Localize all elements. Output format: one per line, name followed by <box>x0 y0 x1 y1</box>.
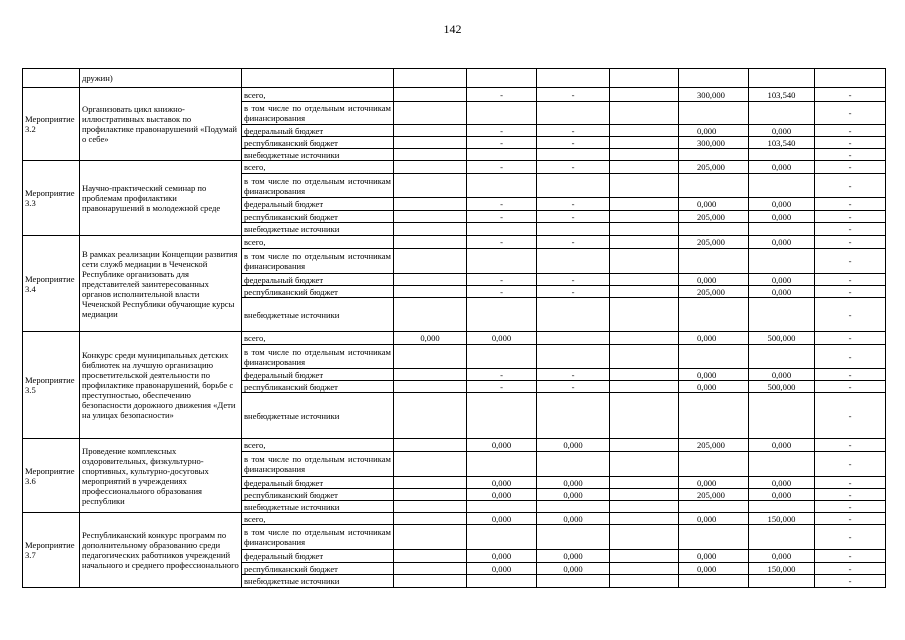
value-cell: - <box>815 88 886 102</box>
value-cell: - <box>815 550 886 563</box>
value-cell <box>749 223 815 236</box>
value-cell: 0,000 <box>537 489 610 501</box>
page-number: 142 <box>443 22 462 36</box>
value-cell: - <box>815 286 886 298</box>
value-cell <box>610 149 679 161</box>
value-cell <box>679 298 749 332</box>
funding-source: федеральный бюджет <box>242 477 394 489</box>
value-cell <box>467 575 537 588</box>
value-cell <box>749 393 815 439</box>
value-cell <box>610 345 679 369</box>
value-cell: 0,000 <box>467 563 537 575</box>
value-cell: - <box>537 286 610 298</box>
value-cell <box>394 274 467 286</box>
value-cell <box>610 161 679 174</box>
carry-over-text: дружин) <box>80 69 242 88</box>
value-cell <box>749 345 815 369</box>
value-cell <box>749 525 815 550</box>
funding-source: всего, <box>242 236 394 249</box>
value-cell <box>679 345 749 369</box>
value-cell <box>394 381 467 393</box>
measure-name: Проведение комплексных оздоровительных, физкультурно-спортивных, культурно-досуговых мероприятий в учреждениях профессионального образования республики <box>80 439 242 513</box>
value-cell: - <box>815 563 886 575</box>
value-cell: 300,000 <box>679 88 749 102</box>
funding-source: республиканский бюджет <box>242 211 394 223</box>
value-cell <box>749 174 815 198</box>
value-cell <box>394 513 467 525</box>
value-cell: 0,000 <box>679 274 749 286</box>
value-cell: - <box>815 477 886 489</box>
value-cell: - <box>537 125 610 137</box>
value-cell: - <box>467 286 537 298</box>
funding-source: внебюджетные источники <box>242 393 394 439</box>
value-cell <box>394 550 467 563</box>
value-cell <box>394 102 467 125</box>
value-cell <box>679 223 749 236</box>
value-cell: - <box>815 345 886 369</box>
value-cell <box>610 298 679 332</box>
value-cell: - <box>815 369 886 381</box>
measure-number: Мероприятие 3.4 <box>23 236 80 332</box>
value-cell <box>394 298 467 332</box>
value-cell <box>467 149 537 161</box>
value-cell <box>610 439 679 452</box>
funding-source: в том числе по отдельным источникам финансирования <box>242 249 394 274</box>
funding-source: федеральный бюджет <box>242 198 394 211</box>
funding-source: республиканский бюджет <box>242 286 394 298</box>
value-cell <box>610 88 679 102</box>
value-cell <box>679 525 749 550</box>
measure-number: Мероприятие 3.5 <box>23 332 80 439</box>
value-cell: 0,000 <box>537 513 610 525</box>
value-cell: - <box>467 236 537 249</box>
value-cell: 205,000 <box>679 439 749 452</box>
value-cell: - <box>815 149 886 161</box>
value-cell: - <box>815 236 886 249</box>
funding-source: всего, <box>242 332 394 345</box>
value-cell: 205,000 <box>679 286 749 298</box>
value-cell <box>679 393 749 439</box>
funding-source: всего, <box>242 439 394 452</box>
value-cell: 0,000 <box>679 332 749 345</box>
value-cell <box>537 149 610 161</box>
value-cell <box>610 137 679 149</box>
value-cell: 500,000 <box>749 332 815 345</box>
value-cell: 0,000 <box>679 381 749 393</box>
value-cell <box>610 513 679 525</box>
funding-source: республиканский бюджет <box>242 489 394 501</box>
value-cell <box>610 477 679 489</box>
value-cell: 0,000 <box>537 477 610 489</box>
value-cell: - <box>537 211 610 223</box>
value-cell: - <box>537 381 610 393</box>
value-cell: 0,000 <box>537 439 610 452</box>
value-cell <box>537 525 610 550</box>
value-cell: - <box>815 393 886 439</box>
value-cell: 300,000 <box>679 137 749 149</box>
measure-number: Мероприятие 3.6 <box>23 439 80 513</box>
value-cell <box>679 102 749 125</box>
value-cell <box>610 236 679 249</box>
value-cell: - <box>815 575 886 588</box>
value-cell: 0,000 <box>467 489 537 501</box>
value-cell <box>610 501 679 513</box>
value-cell <box>537 345 610 369</box>
value-cell <box>749 249 815 274</box>
table-row <box>23 439 886 452</box>
value-cell <box>394 125 467 137</box>
value-cell <box>394 137 467 149</box>
measure-name: Научно-практический семинар по проблемам профилактики правонарушений в молодежной среде <box>80 161 242 236</box>
value-cell: - <box>467 198 537 211</box>
value-cell <box>394 286 467 298</box>
value-cell: 0,000 <box>749 550 815 563</box>
value-cell: 0,000 <box>749 489 815 501</box>
value-cell <box>537 249 610 274</box>
funding-source: внебюджетные источники <box>242 501 394 513</box>
value-cell <box>679 575 749 588</box>
value-cell: 103,540 <box>749 88 815 102</box>
value-cell <box>394 236 467 249</box>
value-cell: - <box>815 513 886 525</box>
value-cell <box>394 563 467 575</box>
funding-source: в том числе по отдельным источникам финансирования <box>242 102 394 125</box>
value-cell: - <box>815 102 886 125</box>
value-cell: - <box>467 381 537 393</box>
funding-source: республиканский бюджет <box>242 381 394 393</box>
funding-source: федеральный бюджет <box>242 274 394 286</box>
measure-number: Мероприятие 3.7 <box>23 513 80 588</box>
value-cell: - <box>537 88 610 102</box>
value-cell: - <box>815 439 886 452</box>
funding-source: федеральный бюджет <box>242 369 394 381</box>
value-cell <box>610 274 679 286</box>
value-cell <box>467 249 537 274</box>
value-cell: - <box>537 137 610 149</box>
value-cell: 0,000 <box>537 550 610 563</box>
value-cell: - <box>467 137 537 149</box>
funding-source: республиканский бюджет <box>242 137 394 149</box>
value-cell: 103,540 <box>749 137 815 149</box>
value-cell: - <box>815 249 886 274</box>
funding-source: внебюджетные источники <box>242 575 394 588</box>
value-cell <box>610 369 679 381</box>
value-cell <box>610 489 679 501</box>
value-cell: 0,000 <box>749 274 815 286</box>
value-cell: - <box>815 452 886 477</box>
table-row <box>23 332 886 345</box>
value-cell: - <box>815 174 886 198</box>
value-cell: - <box>815 298 886 332</box>
funding-source: в том числе по отдельным источникам финансирования <box>242 452 394 477</box>
value-cell: 0,000 <box>679 477 749 489</box>
value-cell <box>749 575 815 588</box>
value-cell <box>537 102 610 125</box>
value-cell <box>610 223 679 236</box>
value-cell: 0,000 <box>749 211 815 223</box>
value-cell: 0,000 <box>467 513 537 525</box>
funding-source: в том числе по отдельным источникам финансирования <box>242 174 394 198</box>
measure-number: Мероприятие 3.3 <box>23 161 80 236</box>
value-cell <box>749 452 815 477</box>
value-cell <box>610 381 679 393</box>
value-cell <box>394 501 467 513</box>
value-cell: 0,000 <box>394 332 467 345</box>
funding-source: всего, <box>242 513 394 525</box>
value-cell <box>679 174 749 198</box>
value-cell <box>394 393 467 439</box>
value-cell <box>610 102 679 125</box>
value-cell: 205,000 <box>679 489 749 501</box>
value-cell <box>394 211 467 223</box>
value-cell <box>467 501 537 513</box>
value-cell <box>394 369 467 381</box>
value-cell <box>610 125 679 137</box>
funding-source: в том числе по отдельным источникам финансирования <box>242 525 394 550</box>
value-cell <box>394 439 467 452</box>
funding-source: внебюджетные источники <box>242 298 394 332</box>
value-cell <box>610 550 679 563</box>
value-cell: - <box>815 198 886 211</box>
value-cell: 0,000 <box>467 332 537 345</box>
value-cell: 150,000 <box>749 563 815 575</box>
value-cell <box>679 149 749 161</box>
measure-number: Мероприятие 3.2 <box>23 88 80 161</box>
value-cell <box>394 452 467 477</box>
value-cell: - <box>467 274 537 286</box>
value-cell: - <box>537 369 610 381</box>
value-cell <box>394 88 467 102</box>
value-cell <box>679 452 749 477</box>
value-cell: 0,000 <box>537 563 610 575</box>
table-row <box>23 88 886 102</box>
value-cell <box>394 174 467 198</box>
value-cell: 0,000 <box>679 513 749 525</box>
value-cell <box>610 575 679 588</box>
table-row <box>23 161 886 174</box>
value-cell <box>610 452 679 477</box>
value-cell: - <box>815 125 886 137</box>
value-cell <box>394 525 467 550</box>
value-cell <box>610 393 679 439</box>
value-cell <box>467 345 537 369</box>
value-cell <box>467 174 537 198</box>
value-cell: - <box>537 198 610 211</box>
value-cell: - <box>467 211 537 223</box>
value-cell: - <box>467 125 537 137</box>
value-cell: - <box>815 489 886 501</box>
value-cell <box>467 452 537 477</box>
value-cell: 0,000 <box>749 286 815 298</box>
value-cell <box>394 489 467 501</box>
value-cell: - <box>467 161 537 174</box>
value-cell: 205,000 <box>679 236 749 249</box>
value-cell <box>610 198 679 211</box>
value-cell <box>610 525 679 550</box>
value-cell <box>467 525 537 550</box>
funding-source: всего, <box>242 161 394 174</box>
value-cell <box>537 393 610 439</box>
measure-name: В рамках реализации Концепции развития сети служб медиации в Чеченской Республике организовать для представителей заинтересованных органов исполнительной власти Чеченской Республики обучающие курсы медиации <box>80 236 242 332</box>
value-cell <box>394 477 467 489</box>
value-cell: - <box>537 274 610 286</box>
value-cell: 0,000 <box>749 369 815 381</box>
value-cell: - <box>815 223 886 236</box>
value-cell: 150,000 <box>749 513 815 525</box>
value-cell: - <box>467 88 537 102</box>
funding-source: всего, <box>242 88 394 102</box>
value-cell: 0,000 <box>679 550 749 563</box>
value-cell <box>610 211 679 223</box>
value-cell <box>394 575 467 588</box>
value-cell: 500,000 <box>749 381 815 393</box>
budget-table <box>22 68 886 588</box>
value-cell <box>537 223 610 236</box>
value-cell <box>467 223 537 236</box>
value-cell <box>610 174 679 198</box>
value-cell <box>394 223 467 236</box>
value-cell <box>467 298 537 332</box>
value-cell: 0,000 <box>749 236 815 249</box>
value-cell: 0,000 <box>749 477 815 489</box>
value-cell <box>749 298 815 332</box>
value-cell <box>537 332 610 345</box>
carry-over-row <box>23 69 886 88</box>
measure-name: Организовать цикл книжно-иллюстративных выставок по профилактике правонарушений «Подумай о себе» <box>80 88 242 161</box>
value-cell: 0,000 <box>679 198 749 211</box>
funding-source: внебюджетные источники <box>242 149 394 161</box>
value-cell: 0,000 <box>679 125 749 137</box>
value-cell: 0,000 <box>679 563 749 575</box>
value-cell: - <box>815 274 886 286</box>
value-cell: - <box>815 137 886 149</box>
value-cell: - <box>467 369 537 381</box>
value-cell: - <box>815 161 886 174</box>
value-cell: 0,000 <box>467 439 537 452</box>
value-cell: - <box>537 161 610 174</box>
value-cell: 0,000 <box>749 125 815 137</box>
funding-source: внебюджетные источники <box>242 223 394 236</box>
value-cell: 0,000 <box>467 550 537 563</box>
table-row <box>23 513 886 525</box>
measure-name: Республиканский конкурс программ по дополнительному образованию среди педагогических работников учреждений начального и среднего профессионального <box>80 513 242 588</box>
value-cell <box>537 501 610 513</box>
value-cell: - <box>537 236 610 249</box>
value-cell: - <box>815 525 886 550</box>
value-cell <box>610 332 679 345</box>
value-cell <box>749 102 815 125</box>
funding-source: федеральный бюджет <box>242 125 394 137</box>
value-cell <box>610 286 679 298</box>
value-cell <box>749 149 815 161</box>
value-cell <box>394 198 467 211</box>
funding-source: республиканский бюджет <box>242 563 394 575</box>
value-cell: 0,000 <box>679 369 749 381</box>
value-cell <box>537 575 610 588</box>
value-cell: 0,000 <box>749 439 815 452</box>
value-cell <box>467 393 537 439</box>
value-cell <box>537 298 610 332</box>
value-cell: 0,000 <box>467 477 537 489</box>
value-cell <box>610 563 679 575</box>
value-cell: - <box>815 501 886 513</box>
value-cell: - <box>815 332 886 345</box>
value-cell <box>610 249 679 274</box>
value-cell <box>537 452 610 477</box>
value-cell <box>394 161 467 174</box>
value-cell <box>679 249 749 274</box>
table-row <box>23 236 886 249</box>
funding-source: в том числе по отдельным источникам финансирования <box>242 345 394 369</box>
measure-name: Конкурс среди муниципальных детских библиотек на лучшую организацию просветительской деятельности по профилактике правонарушений, борьбе с преступностью, обеспечению безопасности дорожного движения «Дети на улицах безопасности» <box>80 332 242 439</box>
value-cell <box>394 345 467 369</box>
value-cell <box>749 501 815 513</box>
value-cell: 0,000 <box>749 161 815 174</box>
funding-source: федеральный бюджет <box>242 550 394 563</box>
value-cell <box>537 174 610 198</box>
value-cell: 205,000 <box>679 211 749 223</box>
value-cell: 205,000 <box>679 161 749 174</box>
value-cell: - <box>815 381 886 393</box>
value-cell: 0,000 <box>749 198 815 211</box>
value-cell <box>394 249 467 274</box>
value-cell <box>679 501 749 513</box>
value-cell: - <box>815 211 886 223</box>
value-cell <box>467 102 537 125</box>
value-cell <box>394 149 467 161</box>
